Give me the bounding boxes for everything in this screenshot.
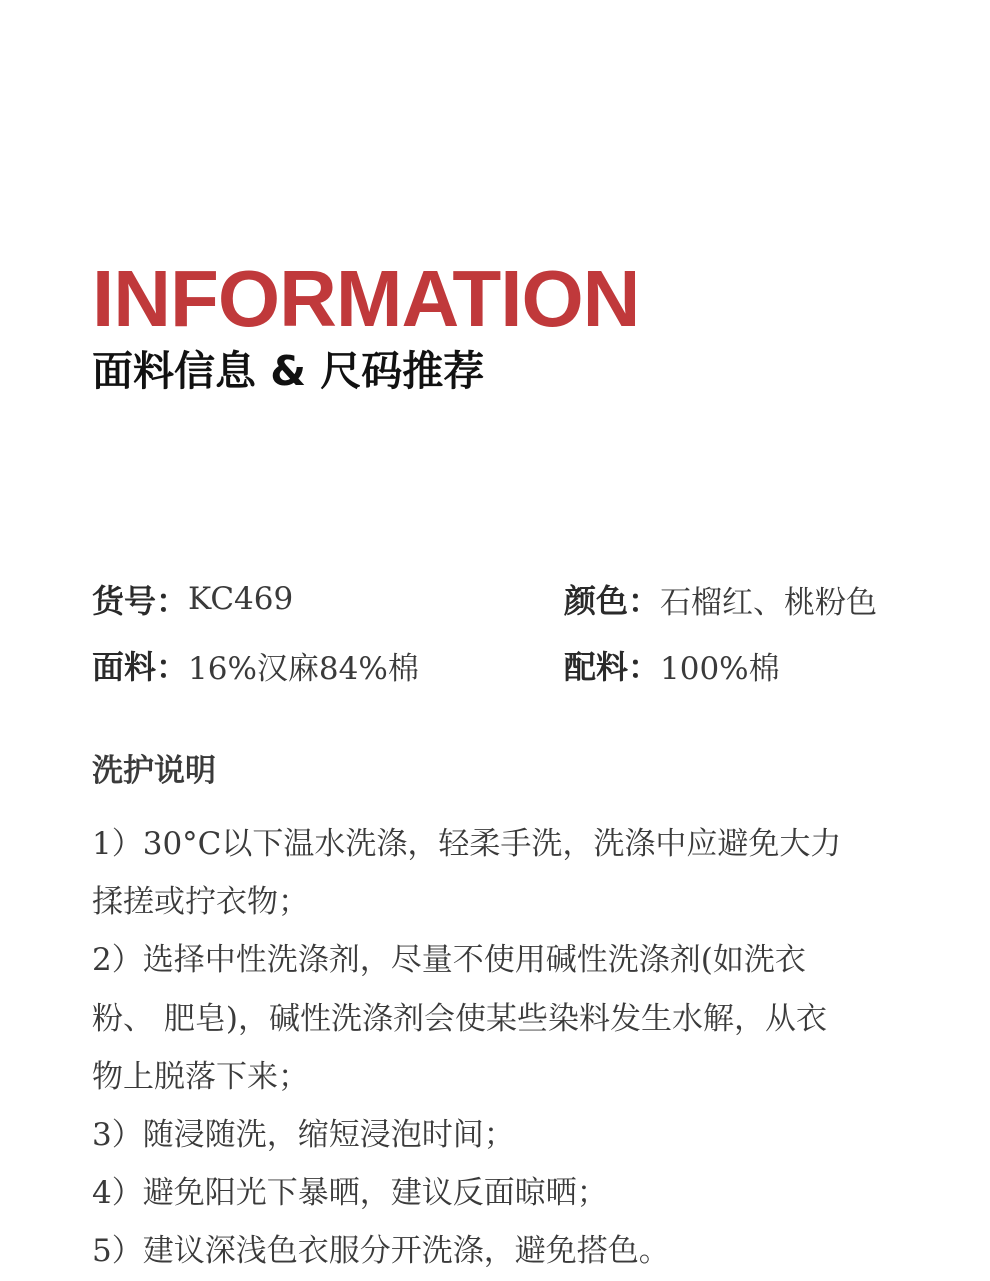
spec-label: 颜色： bbox=[564, 582, 661, 620]
heading-title-cn: 面料信息 & 尺码推荐 bbox=[92, 347, 485, 395]
care-text bbox=[92, 815, 912, 1281]
spec-row bbox=[92, 632, 912, 698]
spec-label: 面料： bbox=[92, 648, 189, 686]
spec-value: 100%棉 bbox=[660, 650, 780, 687]
spec-item-number bbox=[92, 576, 564, 622]
spec-value: 16%汉麻84%棉 bbox=[188, 650, 419, 687]
spec-label: 货号： bbox=[92, 582, 189, 620]
heading-block bbox=[92, 255, 912, 397]
care-line: 4）避免阳光下暴晒，建议反面晾晒； bbox=[92, 1175, 608, 1212]
care-line: 粉、 肥皂)，碱性洗涤剂会使某些染料发生水解，从衣 bbox=[92, 1000, 827, 1037]
care-title: 洗护说明 bbox=[92, 753, 216, 789]
spec-label: 配料： bbox=[564, 648, 661, 686]
care-line: 揉搓或拧衣物； bbox=[92, 884, 309, 921]
heading-title-en: INFORMATION bbox=[92, 254, 640, 343]
spec-item-fabric bbox=[92, 642, 564, 688]
spec-item-color bbox=[564, 576, 877, 622]
spec-item-lining bbox=[564, 642, 780, 688]
care-line: 5）建议深浅色衣服分开洗涤，避免搭色。 bbox=[92, 1233, 670, 1270]
care-line: 1）30°C以下温水洗涤，轻柔手洗，洗涤中应避免大力 bbox=[92, 826, 842, 862]
spec-row bbox=[92, 566, 912, 632]
product-specs bbox=[92, 566, 912, 698]
care-instructions bbox=[92, 745, 912, 1281]
care-line: 物上脱落下来； bbox=[92, 1058, 309, 1095]
spec-value: 石榴红、桃粉色 bbox=[660, 584, 878, 621]
spec-value: KC469 bbox=[188, 581, 294, 617]
care-line: 2）选择中性洗涤剂，尽量不使用碱性洗涤剂(如洗衣 bbox=[92, 942, 806, 979]
care-line: 3）随浸随洗，缩短浸泡时间； bbox=[92, 1116, 515, 1153]
